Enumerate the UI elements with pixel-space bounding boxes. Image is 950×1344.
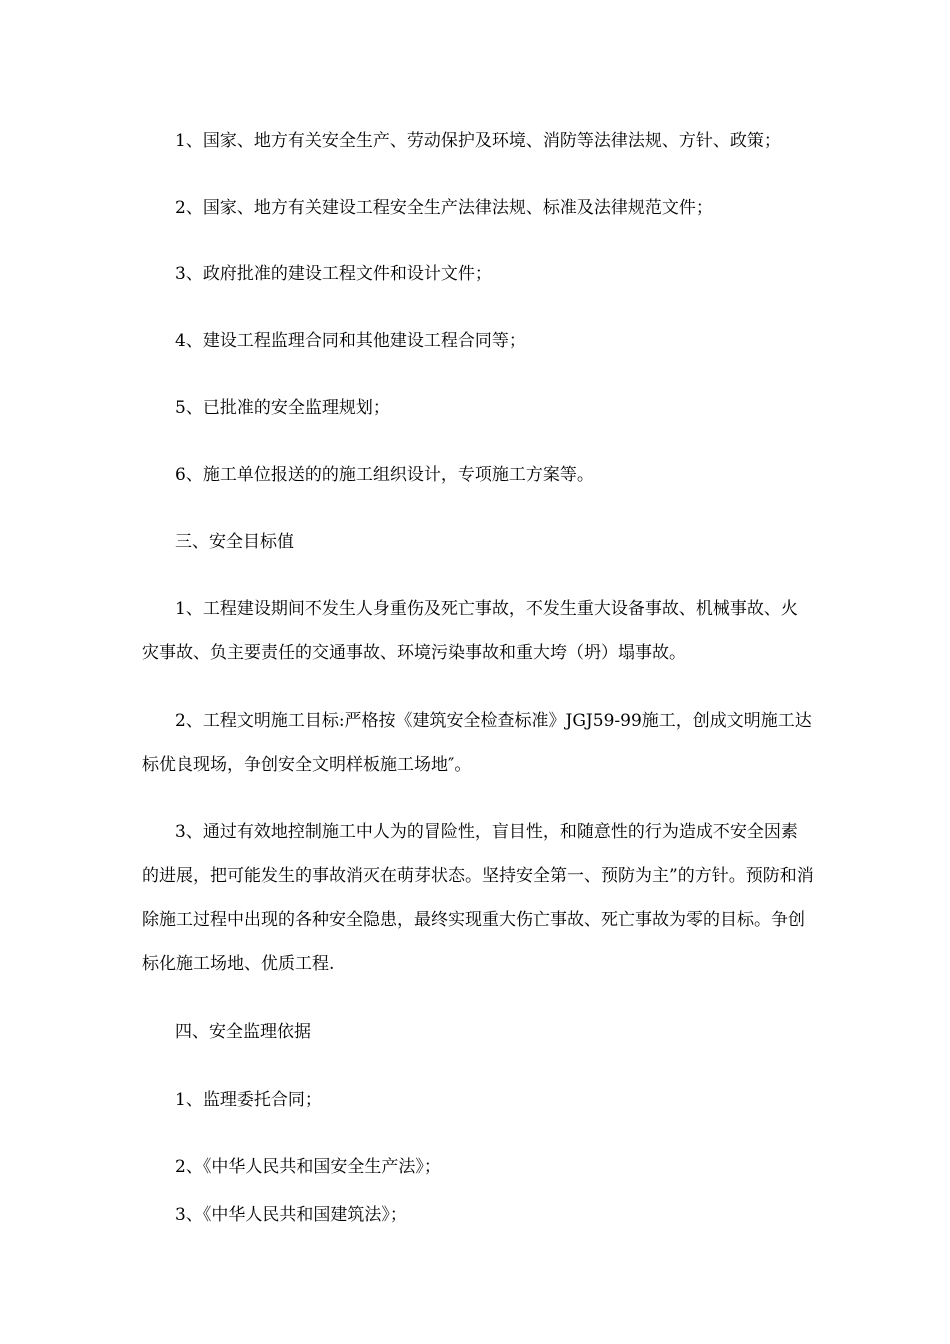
section-3-item-2: 2、工程文明施工目标:严格按《建筑安全检查标准》JGJ59-99施工，创成文明施工达标优良现场，争创安全文明样板施工场地″。 [142, 711, 812, 775]
section-4-item-1: 1、监理委托合同； [175, 1090, 322, 1110]
basis-item-2: 2、国家、地方有关建设工程安全生产法律法规、标准及法律规范文件； [175, 198, 713, 218]
basis-item-6: 6、施工单位报送的的施工组织设计，专项施工方案等。 [175, 465, 594, 485]
section-4-item-3: 3、《中华人民共和国建筑法》； [175, 1205, 407, 1225]
basis-item-4: 4、建设工程监理合同和其他建设工程合同等； [175, 331, 526, 351]
section-3-heading: 三、安全目标值 [175, 532, 294, 552]
section-4-heading: 四、安全监理依据 [175, 1022, 311, 1042]
section-3-item-1: 1、工程建设期间不发生人身重伤及死亡事故，不发生重大设备事故、机械事故、火灾事故、负主要责任的交通事故、环境污染事故和重大垮（坍）塌事故。 [142, 599, 798, 663]
section-4-item-2: 2、《中华人民共和国安全生产法》； [175, 1157, 441, 1177]
basis-item-3: 3、政府批准的建设工程文件和设计文件； [175, 264, 492, 284]
section-3-item-3: 3、通过有效地控制施工中人为的冒险性，盲目性，和随意性的行为造成不安全因素的进展，把可能发生的事故消灭在萌芽状态。坚持安全第一、预防为主”的方针。预防和消除施工过程中出现的各种安全隐患，最终实现重大伤亡事故、死亡事故为零的目标。争创标化施工场地、优质工程. [142, 822, 814, 974]
basis-item-5: 5、已批准的安全监理规划； [175, 398, 390, 418]
basis-item-1: 1、国家、地方有关安全生产、劳动保护及环境、消防等法律法规、方针、政策； [175, 131, 781, 151]
